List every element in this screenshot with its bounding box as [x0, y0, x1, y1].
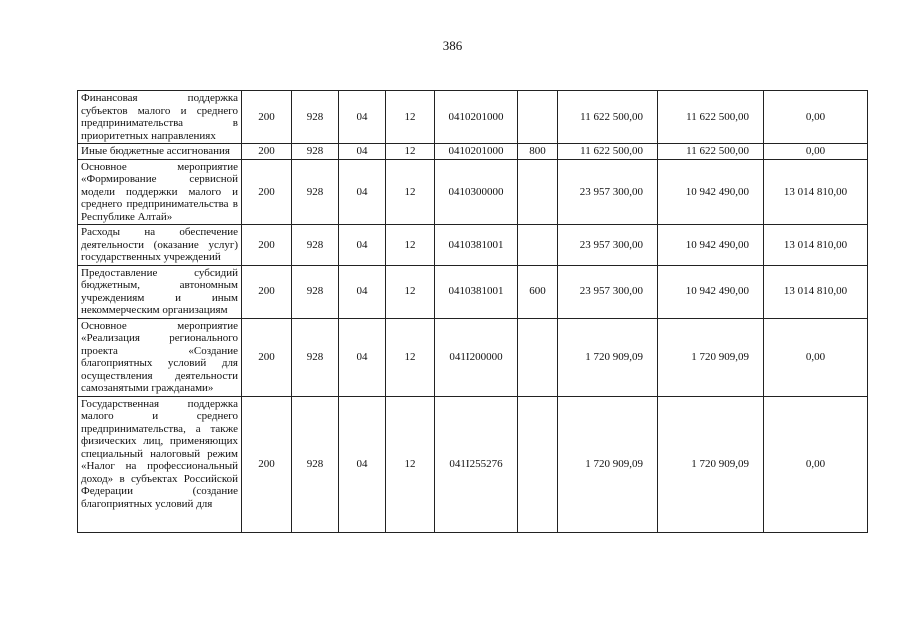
cell-c3: 04 [339, 91, 386, 144]
row-name: Расходы на обеспечение деятельности (оказание услуг) государственных учреждений [78, 225, 242, 266]
table-row [78, 144, 868, 160]
cell-c4: 12 [386, 265, 435, 318]
cell-sum3: 0,00 [764, 396, 868, 532]
cell-sum3: 0,00 [764, 318, 868, 396]
table-row [78, 396, 868, 532]
cell-c3: 04 [339, 144, 386, 160]
cell-c4: 12 [386, 396, 435, 532]
cell-c4: 12 [386, 144, 435, 160]
cell-sum2: 1 720 909,09 [658, 396, 764, 532]
cell-sum3: 13 014 810,00 [764, 159, 868, 225]
cell-vr [518, 159, 558, 225]
cell-sum1: 11 622 500,00 [558, 144, 658, 160]
budget-table [77, 90, 868, 533]
cell-sum1: 11 622 500,00 [558, 91, 658, 144]
cell-sum2: 1 720 909,09 [658, 318, 764, 396]
cell-c2: 928 [292, 225, 339, 266]
cell-c4: 12 [386, 91, 435, 144]
cell-c1: 200 [242, 265, 292, 318]
cell-c1: 200 [242, 396, 292, 532]
cell-vr [518, 396, 558, 532]
cell-code: 041I255276 [435, 396, 518, 532]
table-row [78, 265, 868, 318]
row-name: Иные бюджетные ассигнования [78, 144, 242, 160]
cell-c1: 200 [242, 318, 292, 396]
cell-sum1: 1 720 909,09 [558, 318, 658, 396]
cell-c2: 928 [292, 159, 339, 225]
row-name: Основное мероприятие «Реализация регионального проекта «Создание благоприятных условий для осуществления деятельности самозанятыми гражданами» [78, 318, 242, 396]
cell-code: 0410201000 [435, 91, 518, 144]
cell-c1: 200 [242, 91, 292, 144]
cell-c3: 04 [339, 265, 386, 318]
cell-vr [518, 318, 558, 396]
cell-vr [518, 225, 558, 266]
cell-sum1: 23 957 300,00 [558, 225, 658, 266]
cell-sum1: 1 720 909,09 [558, 396, 658, 532]
cell-c1: 200 [242, 225, 292, 266]
cell-sum2: 10 942 490,00 [658, 265, 764, 318]
cell-c3: 04 [339, 318, 386, 396]
cell-sum1: 23 957 300,00 [558, 159, 658, 225]
cell-c2: 928 [292, 265, 339, 318]
cell-sum2: 10 942 490,00 [658, 225, 764, 266]
cell-c3: 04 [339, 396, 386, 532]
table-row [78, 159, 868, 225]
cell-c2: 928 [292, 318, 339, 396]
cell-c4: 12 [386, 225, 435, 266]
cell-c1: 200 [242, 144, 292, 160]
cell-code: 0410381001 [435, 225, 518, 266]
cell-sum3: 13 014 810,00 [764, 265, 868, 318]
cell-c1: 200 [242, 159, 292, 225]
table-row [78, 225, 868, 266]
page-number: 386 [442, 38, 463, 53]
cell-sum1: 23 957 300,00 [558, 265, 658, 318]
cell-code: 041I200000 [435, 318, 518, 396]
cell-sum3: 0,00 [764, 91, 868, 144]
cell-sum2: 11 622 500,00 [658, 91, 764, 144]
cell-vr: 800 [518, 144, 558, 160]
row-name: Государственная поддержка малого и среднего предпринимательства, а также физических лиц, применяющих специальный налоговый режим «Налог на профессиональный доход» в субъектах Российской Федерации (создание благоприятных условий для [78, 396, 242, 532]
cell-c2: 928 [292, 144, 339, 160]
cell-sum3: 0,00 [764, 144, 868, 160]
cell-c2: 928 [292, 396, 339, 532]
cell-vr [518, 91, 558, 144]
row-name: Финансовая поддержка субъектов малого и среднего предпринимательства в приоритетных направлениях [78, 91, 242, 144]
row-name: Предоставление субсидий бюджетным, автономным учреждениям и иным некоммерческим организациям [78, 265, 242, 318]
cell-code: 0410201000 [435, 144, 518, 160]
table-row [78, 318, 868, 396]
row-name: Основное мероприятие «Формирование сервисной модели поддержки малого и среднего предпринимательства в Республике Алтай» [78, 159, 242, 225]
cell-sum2: 11 622 500,00 [658, 144, 764, 160]
cell-c3: 04 [339, 225, 386, 266]
cell-vr: 600 [518, 265, 558, 318]
cell-sum3: 13 014 810,00 [764, 225, 868, 266]
cell-c4: 12 [386, 159, 435, 225]
cell-sum2: 10 942 490,00 [658, 159, 764, 225]
table-row [78, 91, 868, 144]
cell-code: 0410381001 [435, 265, 518, 318]
cell-c3: 04 [339, 159, 386, 225]
cell-c4: 12 [386, 318, 435, 396]
cell-code: 0410300000 [435, 159, 518, 225]
cell-c2: 928 [292, 91, 339, 144]
